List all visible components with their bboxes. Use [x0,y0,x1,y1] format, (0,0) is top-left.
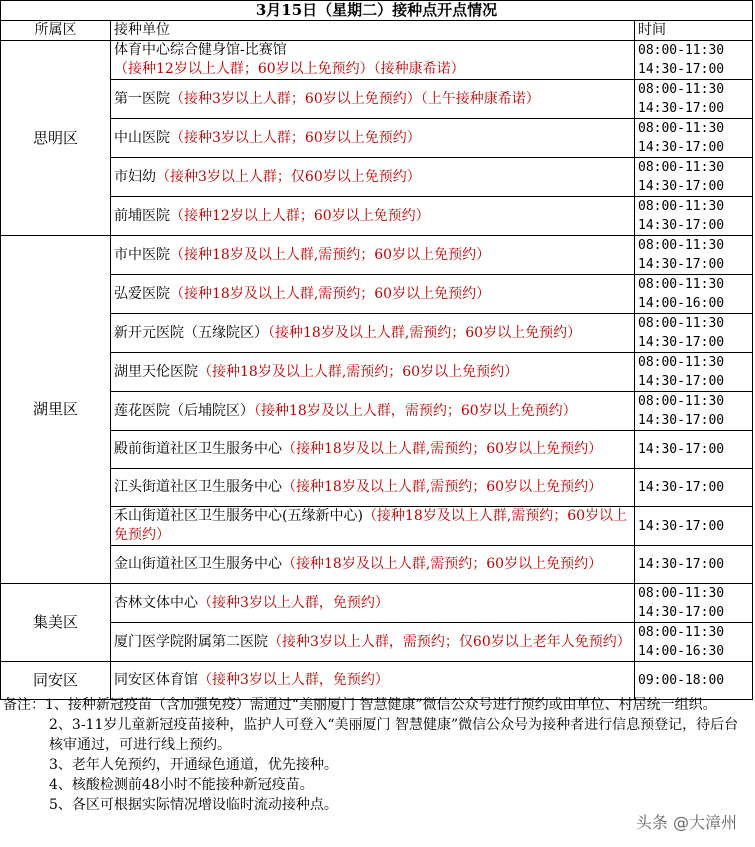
table-row [1,623,753,662]
site-note: （接种18岁及以上人群,需预约；60岁以上免预约） [268,324,582,341]
table-row [1,469,753,507]
time-slot: 14:00-16:00 [638,296,725,311]
time-slot: 08:00-11:30 [638,238,725,253]
site-name: 莲花医院（后埔院区） [114,402,254,419]
site-name: 新开元医院（五缘院区） [114,324,268,341]
site-note: （接种18岁及以上人群,需预约；60岁以上免预约） [114,508,628,543]
site-note: （接种3岁以上人群；60岁以上免预约）（上午接种康希诺） [170,90,540,107]
site-name: 禾山街道社区卫生服务中心(五缘新中心) [114,508,363,524]
site-cell [111,584,635,623]
time-slot: 08:00-11:30 [638,43,725,58]
site-cell [111,158,635,197]
site-cell [111,623,635,662]
header-unit: 接种单位 [111,21,635,41]
site-note: （接种3岁以上人群，免预约） [198,594,389,611]
site-note: （接种3岁以上人群，需预约；仅60岁以上老年人免预约） [268,633,631,650]
note-4: 4、核酸检测前48小时不能接种新冠疫苗。 [49,777,314,793]
note-2: 2、3-11岁儿童新冠疫苗接种，监护人可登入“美丽厦门 智慧健康”微信公众号为接种者进行信息预登记，待后台核审通过，可进行线上预约。 [49,717,739,753]
site-cell [111,314,635,353]
site-note: （接种18岁及以上人群,需预约；60岁以上免预约） [282,556,603,572]
time-slot: 08:00-11:30 [638,121,725,136]
table-row [1,584,753,623]
site-cell [111,275,635,314]
site-name: 体育中心综合健身馆-比赛馆 [114,42,287,58]
notes-section [3,695,748,815]
table-row [1,507,753,546]
time-cell [635,197,753,236]
site-note: （接种12岁以上人群；60岁以上免预约） [170,207,430,224]
site-note: （接种3岁以上人群；60岁以上免预约） [170,129,421,146]
site-note: （接种18岁及以上人群,需预约；60岁以上免预约） [170,285,491,302]
table-title: 3月15日（星期二）接种点开点情况 [1,1,753,21]
site-cell [111,353,635,392]
time-slot: 08:00-11:30 [638,586,725,601]
time-slot: 14:30-17:00 [638,557,725,572]
time-slot: 14:30-17:00 [638,605,725,620]
site-cell [111,41,635,80]
time-cell [635,119,753,158]
site-note: （接种18岁及以上人群，需预约；60岁以上免预约） [254,402,577,419]
note-1: 备注：1、接种新冠疫苗（含加强免疫）需通过“美丽厦门 智慧健康”微信公众号进行预约或由单位、村居统一组织。 [3,697,717,713]
time-cell [635,275,753,314]
note-3: 3、老年人免预约，开通绿色通道，优先接种。 [49,757,338,773]
site-name: 市妇幼 [114,168,156,185]
time-slot: 08:00-11:30 [638,277,725,292]
time-cell [635,41,753,80]
time-cell [635,507,753,546]
site-name: 前埔医院 [114,207,170,224]
table-row [1,314,753,353]
site-name: 湖里天伦医院 [114,363,198,380]
time-slot: 08:00-11:30 [638,355,725,370]
site-name: 第一医院 [114,90,170,107]
site-name: 市中医院 [114,246,170,263]
site-note: （接种18岁及以上人群,需预约；60岁以上免预约） [282,441,603,457]
time-slot: 09:00-18:00 [638,673,725,688]
site-cell [111,662,635,700]
table-row [1,275,753,314]
time-slot: 14:30-17:00 [638,335,725,350]
site-cell [111,80,635,119]
time-cell [635,469,753,507]
time-cell [635,584,753,623]
time-slot: 14:30-17:00 [638,374,725,389]
time-slot: 08:00-11:30 [638,199,725,214]
header-time: 时间 [635,21,753,41]
time-slot: 08:00-11:30 [638,394,725,409]
site-note: （接种3岁以上人群；仅60岁以上免预约） [156,168,421,185]
table-row [1,80,753,119]
time-cell [635,353,753,392]
site-note: （接种18岁及以上人群,需预约；60岁以上免预约） [170,246,491,263]
site-name: 金山街道社区卫生服务中心 [114,556,282,572]
time-slot: 14:30-17:00 [638,413,725,428]
time-slot: 14:30-17:00 [638,218,725,233]
header-district: 所属区 [1,21,111,41]
site-cell [111,197,635,236]
table-row [1,119,753,158]
time-slot: 14:30-17:00 [638,101,725,116]
table-row [1,431,753,469]
site-name: 杏林文体中心 [114,594,198,611]
header-row [1,21,753,41]
site-cell [111,469,635,507]
time-slot: 08:00-11:30 [638,82,725,97]
site-name: 殿前街道社区卫生服务中心 [114,441,282,457]
time-cell [635,158,753,197]
site-cell [111,392,635,431]
site-name: 同安区体育馆 [114,672,198,688]
site-name: 中山医院 [114,129,170,146]
time-cell [635,662,753,700]
time-cell [635,236,753,275]
time-slot: 14:30-17:00 [638,140,725,155]
site-cell [111,507,635,546]
watermark: 头条 @大漳州 [635,813,737,832]
table-row [1,353,753,392]
table-row [1,158,753,197]
time-slot: 14:30-17:00 [638,62,725,77]
site-name: 厦门医学院附属第二医院 [114,633,268,650]
time-slot: 14:30-17:00 [638,518,725,534]
site-note: （接种18岁及以上人群,需预约；60岁以上免预约） [198,363,519,380]
time-slot: 14:00-16:30 [638,644,725,659]
table-row [1,41,753,80]
time-slot: 08:00-11:30 [638,625,725,640]
time-slot: 14:30-17:00 [638,179,725,194]
time-slot: 14:30-17:00 [638,480,725,495]
time-slot: 08:00-11:30 [638,160,725,175]
time-slot: 14:30-17:00 [638,257,725,272]
title-row [1,1,753,21]
time-slot: 14:30-17:00 [638,442,725,457]
time-slot: 08:00-11:30 [638,316,725,331]
table-row [1,662,753,700]
district-cell: 湖里区 [1,236,111,584]
time-cell [635,431,753,469]
time-cell [635,314,753,353]
site-note: （接种12岁以上人群；60岁以上免预约）（接种康希诺） [114,61,465,77]
site-name: 弘爱医院 [114,285,170,302]
site-cell [111,431,635,469]
table-row [1,392,753,431]
time-cell [635,80,753,119]
district-cell: 思明区 [1,41,111,236]
note-5: 5、各区可根据实际情况增设临时流动接种点。 [49,797,338,813]
site-cell [111,119,635,158]
time-cell [635,623,753,662]
table-row [1,197,753,236]
table-row [1,546,753,584]
table-row [1,236,753,275]
district-cell: 同安区 [1,662,111,700]
site-note: （接种3岁以上人群，免预约） [198,672,389,688]
time-cell [635,546,753,584]
time-cell [635,392,753,431]
district-cell: 集美区 [1,584,111,662]
site-name: 江头街道社区卫生服务中心 [114,479,282,495]
site-cell [111,236,635,275]
site-cell [111,546,635,584]
site-note: （接种18岁及以上人群,需预约；60岁以上免预约） [282,479,603,495]
